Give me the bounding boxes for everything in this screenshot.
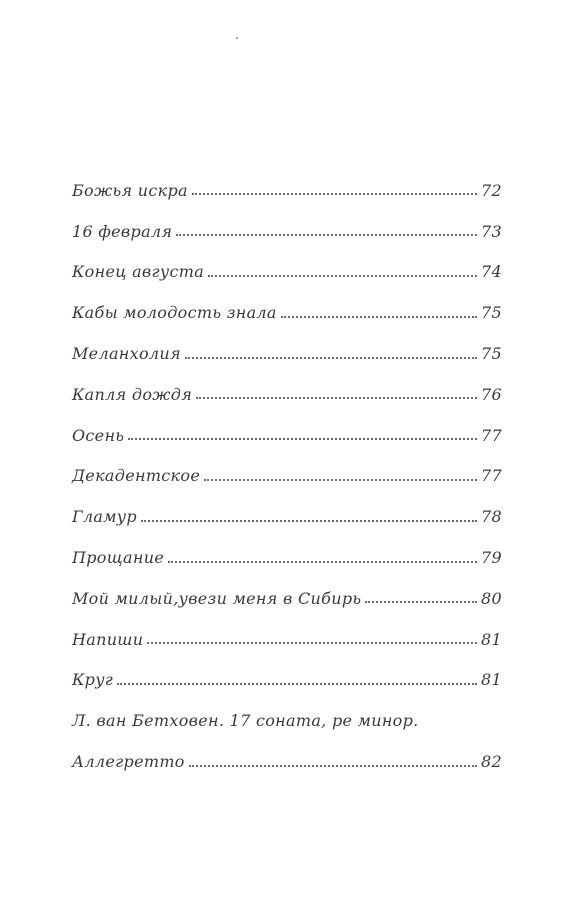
dot-leader xyxy=(147,642,477,644)
toc-entry xyxy=(72,578,502,619)
toc-entry-page: 79 xyxy=(481,548,502,568)
toc-entry xyxy=(72,211,502,252)
dot-leader xyxy=(365,601,477,603)
toc-entry-page: 77 xyxy=(481,425,502,445)
print-speck xyxy=(236,37,238,39)
toc-entry-title: Гламур xyxy=(72,507,137,527)
toc-entry xyxy=(72,537,502,578)
toc-section-title: Л. ван Бетховен. 17 соната, ре минор. xyxy=(72,711,419,731)
toc-entry xyxy=(72,619,502,660)
toc-entry-title: Прощание xyxy=(72,548,165,568)
toc-entry-page: 77 xyxy=(481,466,502,486)
dot-leader xyxy=(208,275,477,277)
dot-leader xyxy=(192,193,477,195)
toc-entry-page: 78 xyxy=(481,507,502,527)
toc-entry xyxy=(72,496,502,537)
toc-entry-page: 73 xyxy=(481,221,502,241)
toc-entry-title: Капля дождя xyxy=(72,384,193,404)
dot-leader xyxy=(281,316,477,318)
toc-entry-title: Аллегретто xyxy=(72,752,185,772)
dot-leader xyxy=(128,438,477,440)
toc-entry xyxy=(72,415,502,456)
toc-entry-page: 74 xyxy=(481,262,502,282)
toc-entry-title: Декадентское xyxy=(72,466,201,486)
toc-entry xyxy=(72,741,502,782)
dot-leader xyxy=(168,561,477,563)
dot-leader xyxy=(141,520,477,522)
toc-entry xyxy=(72,292,502,333)
toc-entry-title: Мой милый,увези меня в Сибирь xyxy=(72,588,362,608)
toc-entry xyxy=(72,660,502,701)
toc-entry-page: 76 xyxy=(481,384,502,404)
toc-entry-page: 75 xyxy=(481,303,502,323)
toc-entry-title: 16 февраля xyxy=(72,221,173,241)
toc-entry-title: Кабы молодость знала xyxy=(72,303,277,323)
toc-entry-title: Осень xyxy=(72,425,125,445)
dot-leader xyxy=(189,765,477,767)
toc-entry-page: 81 xyxy=(481,629,502,649)
toc-entry xyxy=(72,456,502,497)
toc-entry-page: 72 xyxy=(481,180,502,200)
toc-entry-page: 75 xyxy=(481,344,502,364)
toc-section-heading xyxy=(72,700,502,741)
toc-entry xyxy=(72,333,502,374)
toc-entry-title: Меланхолия xyxy=(72,344,181,364)
toc-entry-page: 80 xyxy=(481,588,502,608)
toc-entry-title: Конец августа xyxy=(72,262,205,282)
toc-entry-title: Божья искра xyxy=(72,180,188,200)
dot-leader xyxy=(117,683,477,685)
toc-entry xyxy=(72,252,502,293)
dot-leader xyxy=(176,234,477,236)
toc-entry-title: Круг xyxy=(72,670,114,690)
dot-leader xyxy=(204,479,477,481)
dot-leader xyxy=(185,357,477,359)
toc-entry-title: Напиши xyxy=(72,629,144,649)
toc-entry xyxy=(72,374,502,415)
table-of-contents xyxy=(72,170,502,782)
toc-entry-page: 81 xyxy=(481,670,502,690)
toc-entry xyxy=(72,170,502,211)
toc-entry-page: 82 xyxy=(481,752,502,772)
dot-leader xyxy=(196,397,477,399)
